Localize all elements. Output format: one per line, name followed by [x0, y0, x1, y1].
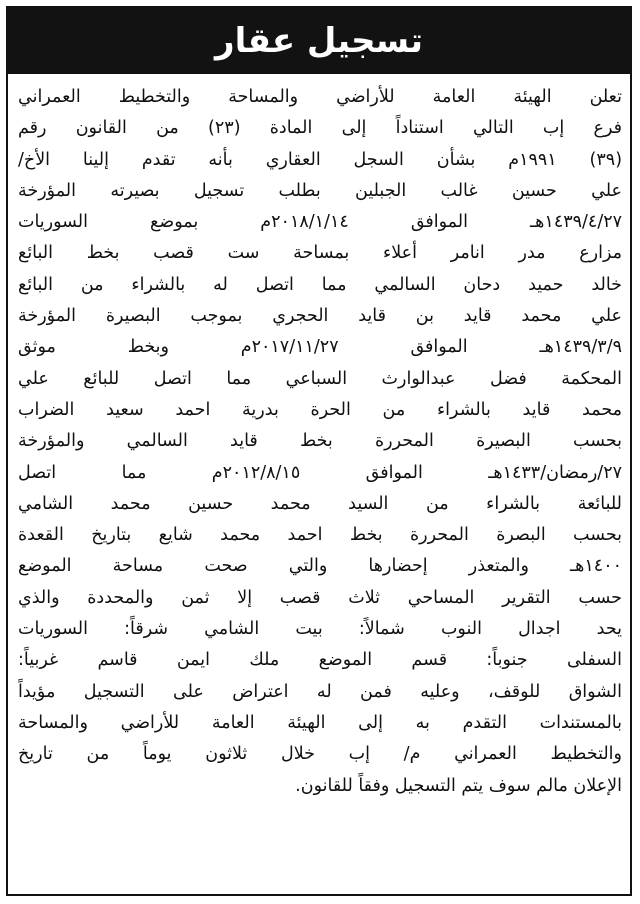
notice-line: خالد حميد دحان السالمي مما اتصل له بالشراء من البائع: [18, 274, 622, 295]
notice-line: (٣٩) ١٩٩١م بشأن السجل العقاري بأنه تقدم إلينا الأخ/: [18, 149, 622, 170]
notice-line: مزارع مدر انامر أعلاء بمساحة ست قصب بخط البائع: [18, 243, 622, 264]
property-registration-notice: [6, 6, 632, 896]
notice-line: ١٤٠٠هـ والمتعذر إحضارها والتي صحت مساحة الموضع: [18, 556, 622, 577]
notice-line: الشواق للوقف، وعليه فمن له اعتراض على التسجيل مؤيداً: [18, 681, 622, 702]
notice-line: للبائعة بالشراء من السيد محمد حسين محمد الشامي: [18, 493, 622, 514]
notice-line: ١٤٣٩/٣/٩هـ الموافق ٢٠١٧/١١/٢٧م وبخط موثق: [18, 337, 622, 358]
notice-title: تسجيل عقار: [215, 21, 423, 61]
notice-line: بالمستندات التقدم به إلى الهيئة العامة للأراضي والمساحة: [18, 712, 622, 733]
notice-line: والتخطيط العمراني م/ إب خلال ثلاثون يوماً من تاريخ: [18, 744, 622, 765]
notice-line: علي محمد قايد بن قايد الحجري بموجب البصيرة المؤرخة: [18, 306, 622, 327]
notice-line: ٢٧/رمضان/١٤٣٣هـ الموافق ٢٠١٢/٨/١٥م مما اتصل: [18, 462, 622, 483]
notice-line: ١٤٣٩/٤/٢٧هـ الموافق ٢٠١٨/١/١٤م بموضع السوريات: [18, 212, 622, 233]
notice-line: السفلى جنوباً: قسم الموضع ملك ايمن قاسم غربياً:: [18, 650, 622, 671]
notice-line: يحد اجدال النوب شمالاً: بيت الشامي شرقاً: السوريات: [18, 619, 622, 640]
notice-line: بحسب البصرة المحررة بخط احمد محمد شايع بتاريخ القعدة: [18, 525, 622, 546]
notice-line: المحكمة فضل عبدالوارث السباعي مما اتصل للبائع علي: [18, 368, 622, 389]
notice-line: محمد قايد بالشراء من الحرة بدرية احمد سعيد الضراب: [18, 399, 622, 420]
notice-line: الإعلان مالم سوف يتم التسجيل وفقاً للقانون.: [295, 775, 622, 796]
notice-line: تعلن الهيئة العامة للأراضي والمساحة والتخطيط العمراني: [18, 87, 622, 107]
notice-line: فرع إب التالي استناداً إلى المادة (٢٣) من القانون رقم: [18, 118, 622, 139]
notice-body: [18, 82, 622, 888]
notice-line: بحسب البصيرة المحررة بخط قايد السالمي والمؤرخة: [18, 431, 622, 452]
notice-line: علي حسين غالب الجبلين بطلب تسجيل بصيرته المؤرخة: [18, 180, 622, 201]
notice-line: حسب التقرير المساحي ثلاث قصب إلا ثمن والمحددة والذي: [18, 587, 622, 608]
notice-header: [8, 8, 630, 74]
